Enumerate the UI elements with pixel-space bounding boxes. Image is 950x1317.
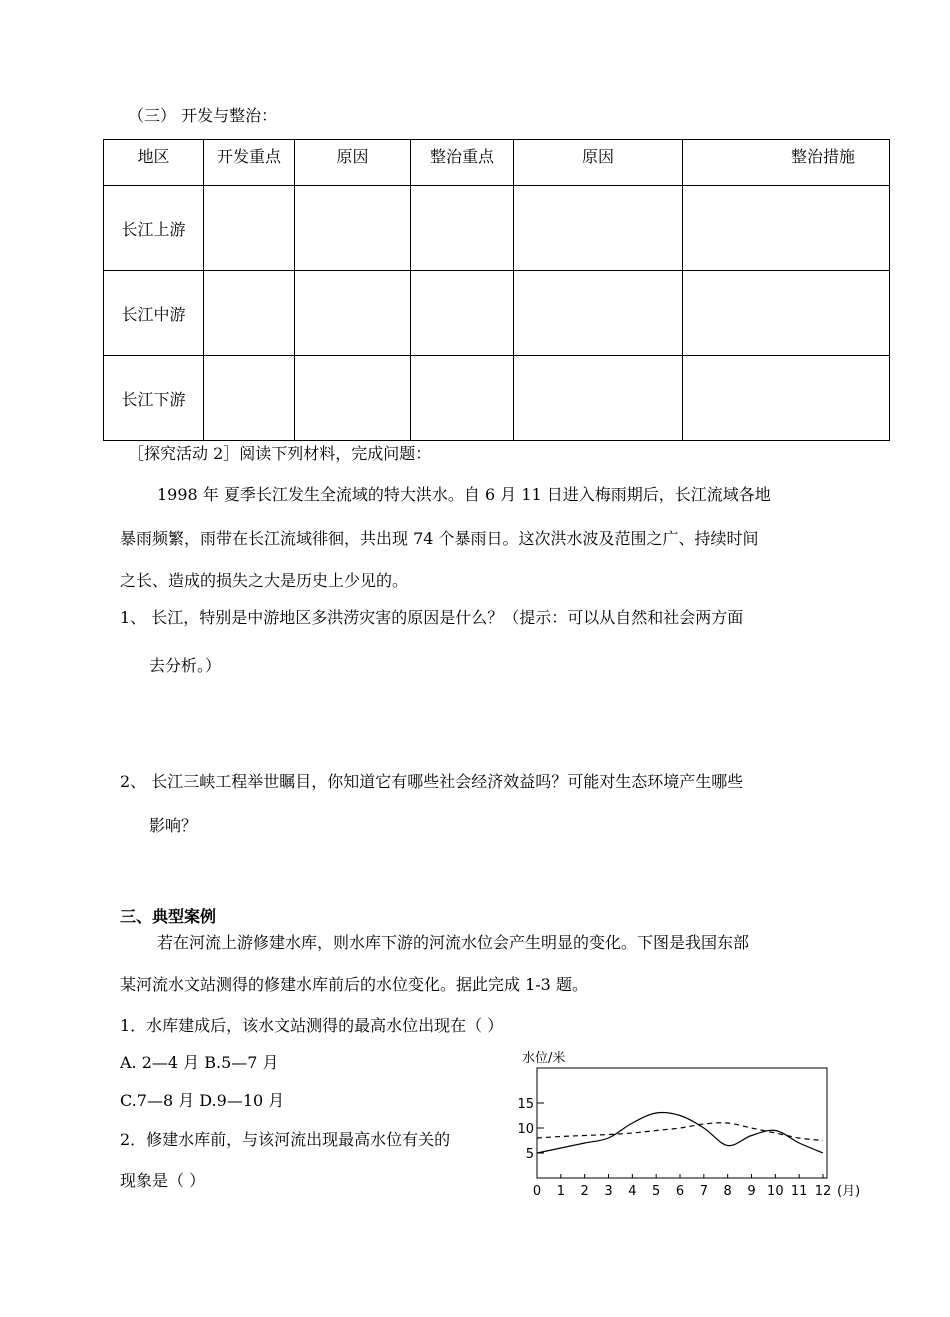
series-line-1: [537, 1113, 823, 1153]
blank-cell[interactable]: [411, 356, 514, 441]
blank-cell[interactable]: [411, 186, 514, 271]
section-heading-dev: （三） 开发与整治：: [128, 106, 278, 125]
case-intro-line-1: 若在河流上游修建水库，则水库下游的河流水位会产生明显的变化。下图是我国东部: [157, 933, 750, 952]
material-line-3: 之长、造成的损失之大是历史上少见的。: [120, 571, 409, 590]
blank-cell[interactable]: [683, 186, 890, 271]
region-cell: 长江中游: [104, 271, 204, 356]
x-tick-label: 8: [723, 1184, 732, 1199]
blank-cell[interactable]: [204, 356, 295, 441]
x-tick-label: 0: [532, 1184, 542, 1199]
development-table: [103, 139, 890, 441]
x-tick-label: 9: [747, 1184, 756, 1199]
blank-cell[interactable]: [683, 271, 890, 356]
blank-cell[interactable]: [411, 271, 514, 356]
header-measures: 整治措施: [683, 140, 890, 186]
table-row: [104, 271, 890, 356]
region-cell: 长江下游: [104, 356, 204, 441]
x-tick-label: 12: [814, 1184, 832, 1199]
blank-cell[interactable]: [295, 356, 411, 441]
x-tick-label: 4: [628, 1184, 637, 1199]
blank-cell[interactable]: [514, 356, 683, 441]
x-tick-label: 7: [699, 1184, 708, 1199]
y-tick-label: 15: [517, 1097, 534, 1112]
header-reason-2: 原因: [514, 140, 683, 186]
blank-cell[interactable]: [514, 271, 683, 356]
blank-cell[interactable]: [204, 271, 295, 356]
table-header-row: [104, 140, 890, 186]
x-axis-label: (月): [837, 1184, 861, 1199]
water-level-chart: [500, 1045, 880, 1205]
question-1-line-1: 1、 长江，特别是中游地区多洪涝灾害的原因是什么？（提示：可以从自然和社会两方面: [120, 608, 744, 627]
x-tick-label: 11: [790, 1184, 808, 1199]
case-q1-options-ab: A. 2—4 月 B.5—7 月: [120, 1053, 279, 1072]
blank-cell[interactable]: [295, 186, 411, 271]
case-question-2-line-2: 现象是（ ）: [120, 1171, 206, 1190]
x-tick-label: 1: [556, 1184, 565, 1199]
x-tick-label: 6: [675, 1184, 685, 1199]
material-line-2: 暴雨频繁，雨带在长江流域徘徊，共出现 74 个暴雨日。这次洪水波及范围之广、持续时间: [120, 529, 759, 548]
case-heading: 三、典型案例: [120, 907, 217, 926]
header-reason: 原因: [295, 140, 411, 186]
y-tick-label: 5: [525, 1147, 534, 1162]
question-1-line-2: 去分析。）: [149, 656, 222, 675]
plot-frame: [537, 1068, 827, 1178]
x-tick-label: 5: [652, 1184, 661, 1199]
region-cell: 长江上游: [104, 186, 204, 271]
x-tick-label: 10: [767, 1184, 784, 1199]
question-2-line-2: 影响？: [149, 816, 198, 835]
blank-cell[interactable]: [295, 271, 411, 356]
header-dev-focus: 开发重点: [204, 140, 295, 186]
y-tick-label: 10: [517, 1122, 534, 1137]
blank-cell[interactable]: [204, 186, 295, 271]
case-intro-line-2: 某河流水文站测得的修建水库前后的水位变化。据此完成 1-3 题。: [120, 975, 588, 994]
table-row: [104, 356, 890, 441]
y-axis-label: 水位/米: [522, 1051, 566, 1066]
header-region: 地区: [104, 140, 204, 186]
question-2-line-1: 2、 长江三峡工程举世瞩目，你知道它有哪些社会经济效益吗？可能对生态环境产生哪些: [120, 772, 744, 791]
table-row: [104, 186, 890, 271]
case-question-2-line-1: 2．修建水库前，与该河流出现最高水位有关的: [120, 1130, 451, 1149]
x-tick-label: 3: [604, 1184, 613, 1199]
case-q1-options-cd: C.7—8 月 D.9—10 月: [120, 1091, 285, 1110]
blank-cell[interactable]: [683, 356, 890, 441]
material-line-1: 1998 年 夏季长江发生全流域的特大洪水。自 6 月 11 日进入梅雨期后，长江流域各地: [157, 485, 771, 504]
x-tick-label: 2: [580, 1184, 589, 1199]
header-control-focus: 整治重点: [411, 140, 514, 186]
activity-title: ［探究活动 2］阅读下列材料，完成问题：: [128, 444, 432, 463]
blank-cell[interactable]: [514, 186, 683, 271]
case-question-1: 1．水库建成后，该水文站测得的最高水位出现在（ ）: [120, 1016, 504, 1035]
